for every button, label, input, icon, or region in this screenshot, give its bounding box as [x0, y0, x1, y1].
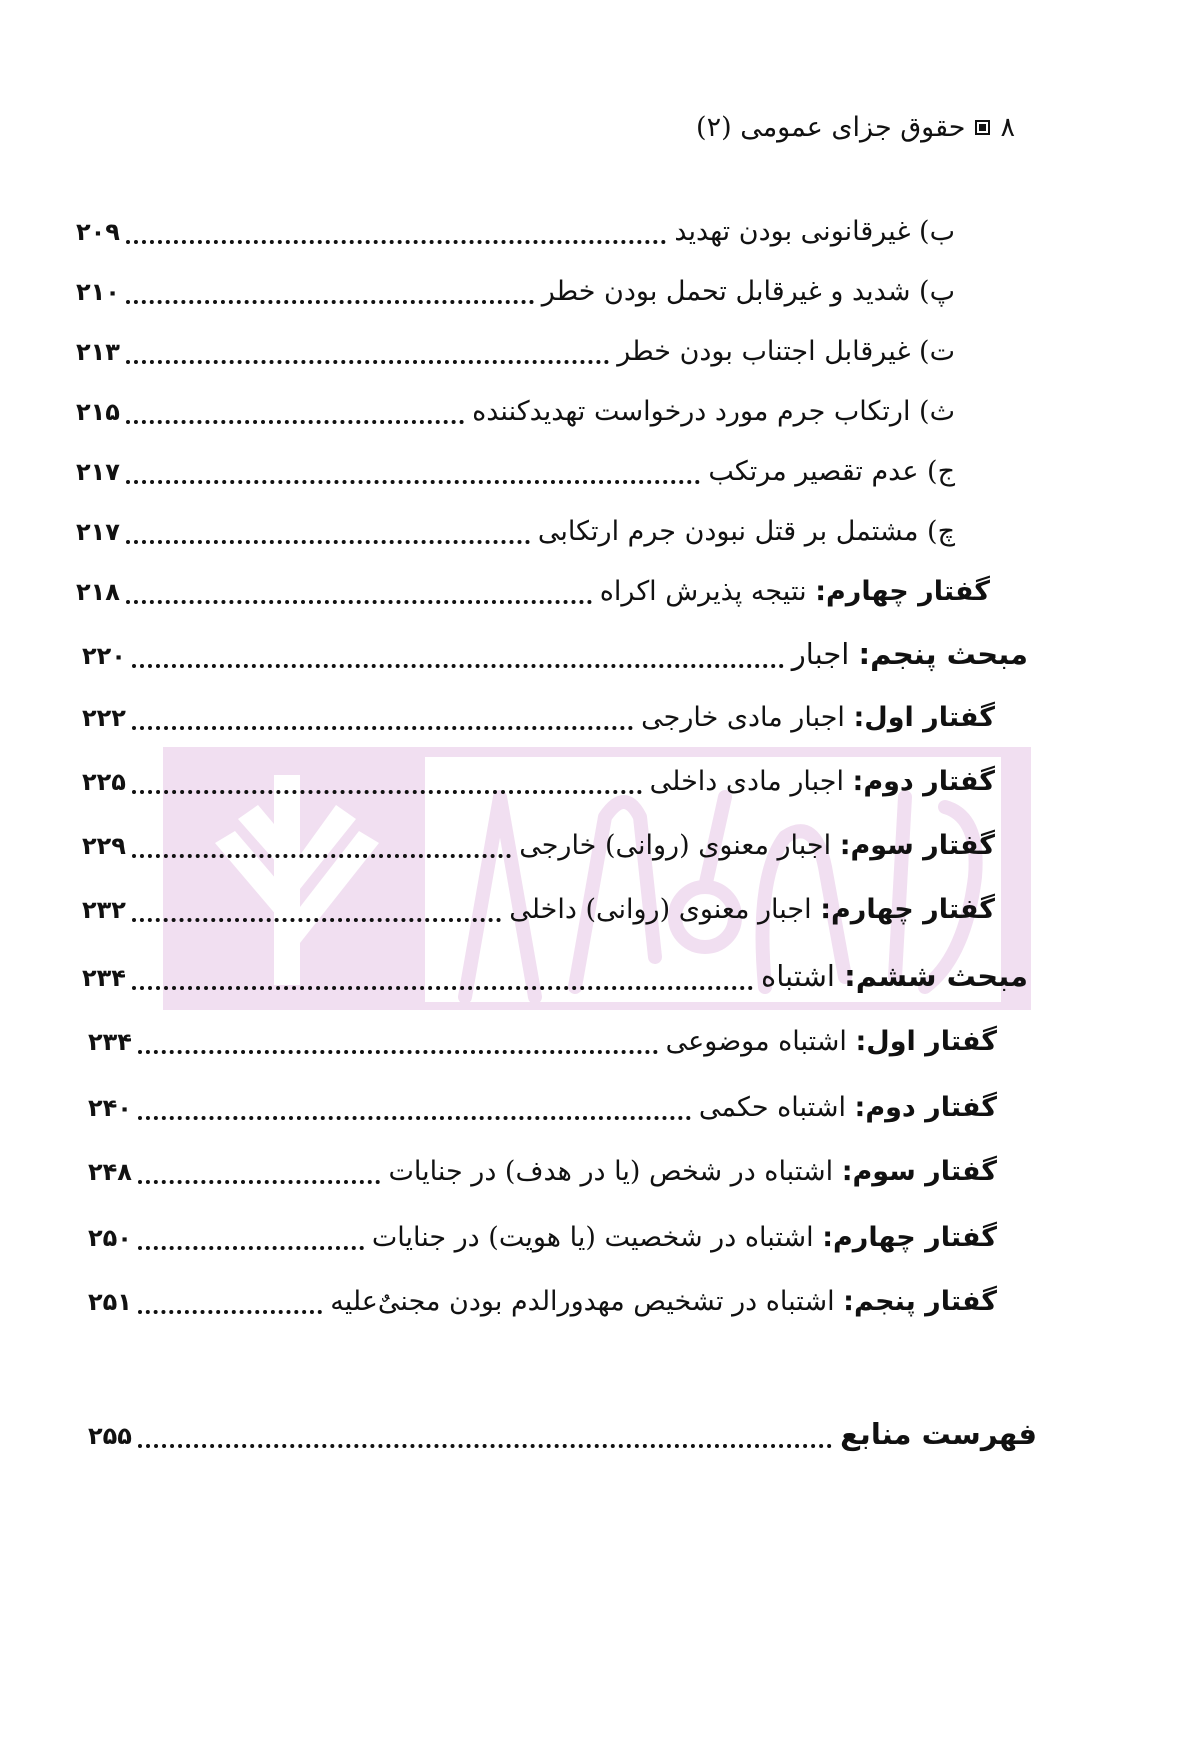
entry-title: اجبار معنوی (روانی) خارجی [519, 830, 840, 861]
entry-page-number: ۲۵۱ [88, 1288, 132, 1316]
entry-prefix: مبحث ششم: [844, 959, 1028, 993]
entry-page-number: ۲۳۴ [82, 964, 126, 992]
entry-page-number: ۲۳۲ [82, 896, 126, 924]
entry-prefix: گفتار چهارم: [820, 894, 995, 925]
dot-leader [126, 480, 700, 484]
entry-title: اشتباه حکمی [698, 1092, 855, 1123]
entry-page-number: ۲۱۵ [76, 398, 120, 426]
square-bullet-icon [975, 120, 990, 135]
entry-title: پ) شدید و غیرقابل تحمل بودن خطر [541, 276, 955, 307]
entry-prefix: گفتار دوم: [852, 766, 995, 797]
toc-entry[interactable] [82, 826, 995, 866]
toc-entry-section[interactable] [82, 634, 1028, 676]
entry-title: اجبار [791, 637, 859, 671]
dot-leader [126, 360, 609, 364]
dot-leader [138, 1050, 658, 1054]
entry-title: اشتباه [761, 959, 845, 993]
entry-title: ب) غیرقانونی بودن تهدید [674, 216, 955, 247]
entry-page-number: ۲۴۸ [88, 1158, 132, 1186]
entry-page-number: ۲۱۷ [76, 518, 120, 546]
toc-entry[interactable] [82, 762, 995, 802]
toc-entry[interactable] [76, 572, 990, 612]
entry-page-number: ۲۱۰ [76, 278, 120, 306]
entry-page-number: ۲۲۵ [82, 768, 126, 796]
book-title: حقوق جزای عمومی (۲) [696, 112, 966, 143]
toc-entry-section[interactable] [82, 956, 1028, 998]
entry-page-number: ۲۱۳ [76, 338, 120, 366]
dot-leader [138, 1444, 832, 1448]
toc-entry[interactable] [88, 1152, 997, 1192]
entry-page-number: ۲۲۰ [82, 642, 126, 670]
dot-leader [132, 790, 642, 794]
entry-page-number: ۲۴۰ [88, 1094, 132, 1122]
dot-leader [126, 240, 666, 244]
entry-page-number: ۲۵۰ [88, 1224, 132, 1252]
running-header [696, 112, 1015, 143]
entry-prefix: فهرست منابع [840, 1417, 1037, 1451]
entry-prefix: گفتار پنجم: [843, 1286, 997, 1317]
entry-prefix: گفتار اول: [853, 702, 995, 733]
entry-prefix: گفتار چهارم: [822, 1222, 997, 1253]
entry-page-number: ۲۱۸ [76, 578, 120, 606]
dot-leader [126, 420, 464, 424]
entry-title: اشتباه در تشخیص مهدورالدم بودن مجنیٌ‌علیه [330, 1286, 844, 1317]
entry-title: اشتباه در شخص (یا در هدف) در جنایات [388, 1156, 842, 1187]
page-number: ۸ [1000, 112, 1015, 143]
entry-prefix: گفتار سوم: [839, 830, 995, 861]
entry-page-number: ۲۲۹ [82, 832, 126, 860]
entry-title: ج) عدم تقصیر مرتکب [708, 456, 955, 487]
toc-entry[interactable] [88, 1218, 997, 1258]
entry-title: اشتباه موضوعی [665, 1026, 856, 1057]
entry-page-number: ۲۰۹ [76, 218, 120, 246]
toc-entry[interactable] [82, 698, 995, 738]
dot-leader [132, 664, 784, 668]
entry-title: ت) غیرقابل اجتناب بودن خطر [617, 336, 955, 367]
entry-page-number: ۲۱۷ [76, 458, 120, 486]
dot-leader [138, 1116, 691, 1120]
entry-prefix: مبحث پنجم: [858, 637, 1028, 671]
dot-leader [132, 918, 501, 922]
entry-page-number: ۲۳۴ [88, 1028, 132, 1056]
entry-title: اشتباه در شخصیت (یا هویت) در جنایات [371, 1222, 823, 1253]
dot-leader [138, 1180, 380, 1184]
entry-title: نتیجه پذیرش اکراه [599, 576, 816, 607]
entry-title: اجبار مادی داخلی [649, 766, 853, 797]
entry-title: ث) ارتکاب جرم مورد درخواست تهدیدکننده [472, 396, 955, 427]
dot-leader [126, 600, 592, 604]
dot-leader [138, 1246, 364, 1250]
toc-entry[interactable] [76, 272, 955, 312]
entry-title: اجبار مادی خارجی [641, 702, 854, 733]
entry-title: اجبار معنوی (روانی) داخلی [509, 894, 821, 925]
entry-title: چ) مشتمل بر قتل نبودن جرم ارتکابی [537, 516, 955, 547]
entry-prefix: گفتار سوم: [841, 1156, 997, 1187]
toc-entry[interactable] [88, 1282, 997, 1322]
entry-prefix: گفتار چهارم: [815, 576, 990, 607]
entry-page-number: ۲۲۲ [82, 704, 126, 732]
entry-page-number: ۲۵۵ [88, 1422, 132, 1450]
toc-entry[interactable] [76, 212, 955, 252]
toc-entry[interactable] [88, 1022, 997, 1062]
toc-entry[interactable] [76, 392, 955, 432]
toc-entry[interactable] [88, 1088, 997, 1128]
entry-prefix: گفتار اول: [855, 1026, 997, 1057]
dot-leader [132, 854, 511, 858]
toc-entry[interactable] [76, 512, 955, 552]
toc-entry[interactable] [76, 332, 955, 372]
dot-leader [132, 726, 633, 730]
toc-entry[interactable] [76, 452, 955, 492]
dot-leader [126, 540, 530, 544]
toc-entry[interactable] [82, 890, 995, 930]
dot-leader [138, 1310, 322, 1314]
dot-leader [126, 300, 534, 304]
entry-prefix: گفتار دوم: [854, 1092, 997, 1123]
dot-leader [132, 986, 753, 990]
toc-entry-references[interactable] [88, 1414, 1037, 1456]
